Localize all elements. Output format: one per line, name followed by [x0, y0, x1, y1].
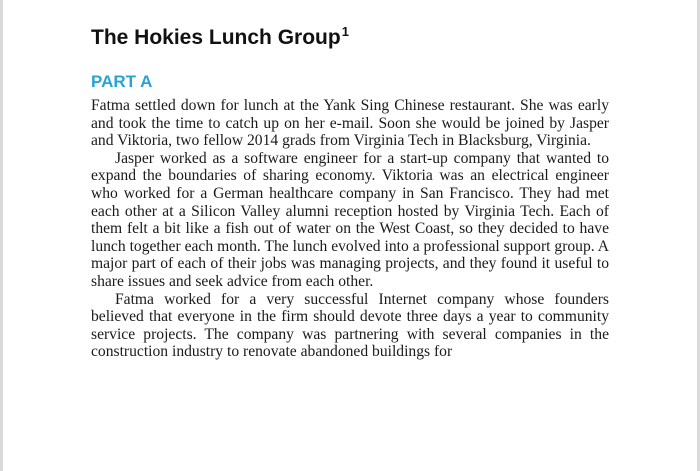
left-page-edge — [0, 0, 3, 471]
case-title-text: The Hokies Lunch Group — [91, 26, 341, 49]
section-heading: PART A — [91, 72, 153, 91]
case-title — [91, 24, 609, 54]
paragraph-1: Fatma settled down for lunch at the Yank Sing Chinese restaurant. She was early and took the time to catch up on her e-mail. Soon she would be joined by Jasper and Viktoria, two fellow 2014 grads from Virginia Tech in Blacksburg, Virginia. — [91, 97, 609, 150]
paragraph-3: Fatma worked for a very successful Internet company whose founders believed that everyone in the firm should devote three days a year to community service projects. The company was partnering with several companies in the construction industry to renovate abandoned buildings for — [91, 290, 609, 361]
paragraph-2: Jasper worked as a software engineer for a start-up company that wanted to expand the boundaries of sharing economy. Viktoria was an electrical engineer who worked for a German healthcare company in San Francisco. They had met each other at a Silicon Valley alumni reception hosted by Virginia Tech. Each of them felt a bit like a fish out of water on the West Coast, so they decided to have lunch together each month. The lunch evolved into a professional support group. A major part of each of their jobs was managing projects, and they found it useful to share issues and seek advice from each other. — [91, 149, 609, 290]
title-footnote-marker: 1 — [341, 24, 349, 39]
document-page — [91, 24, 609, 361]
